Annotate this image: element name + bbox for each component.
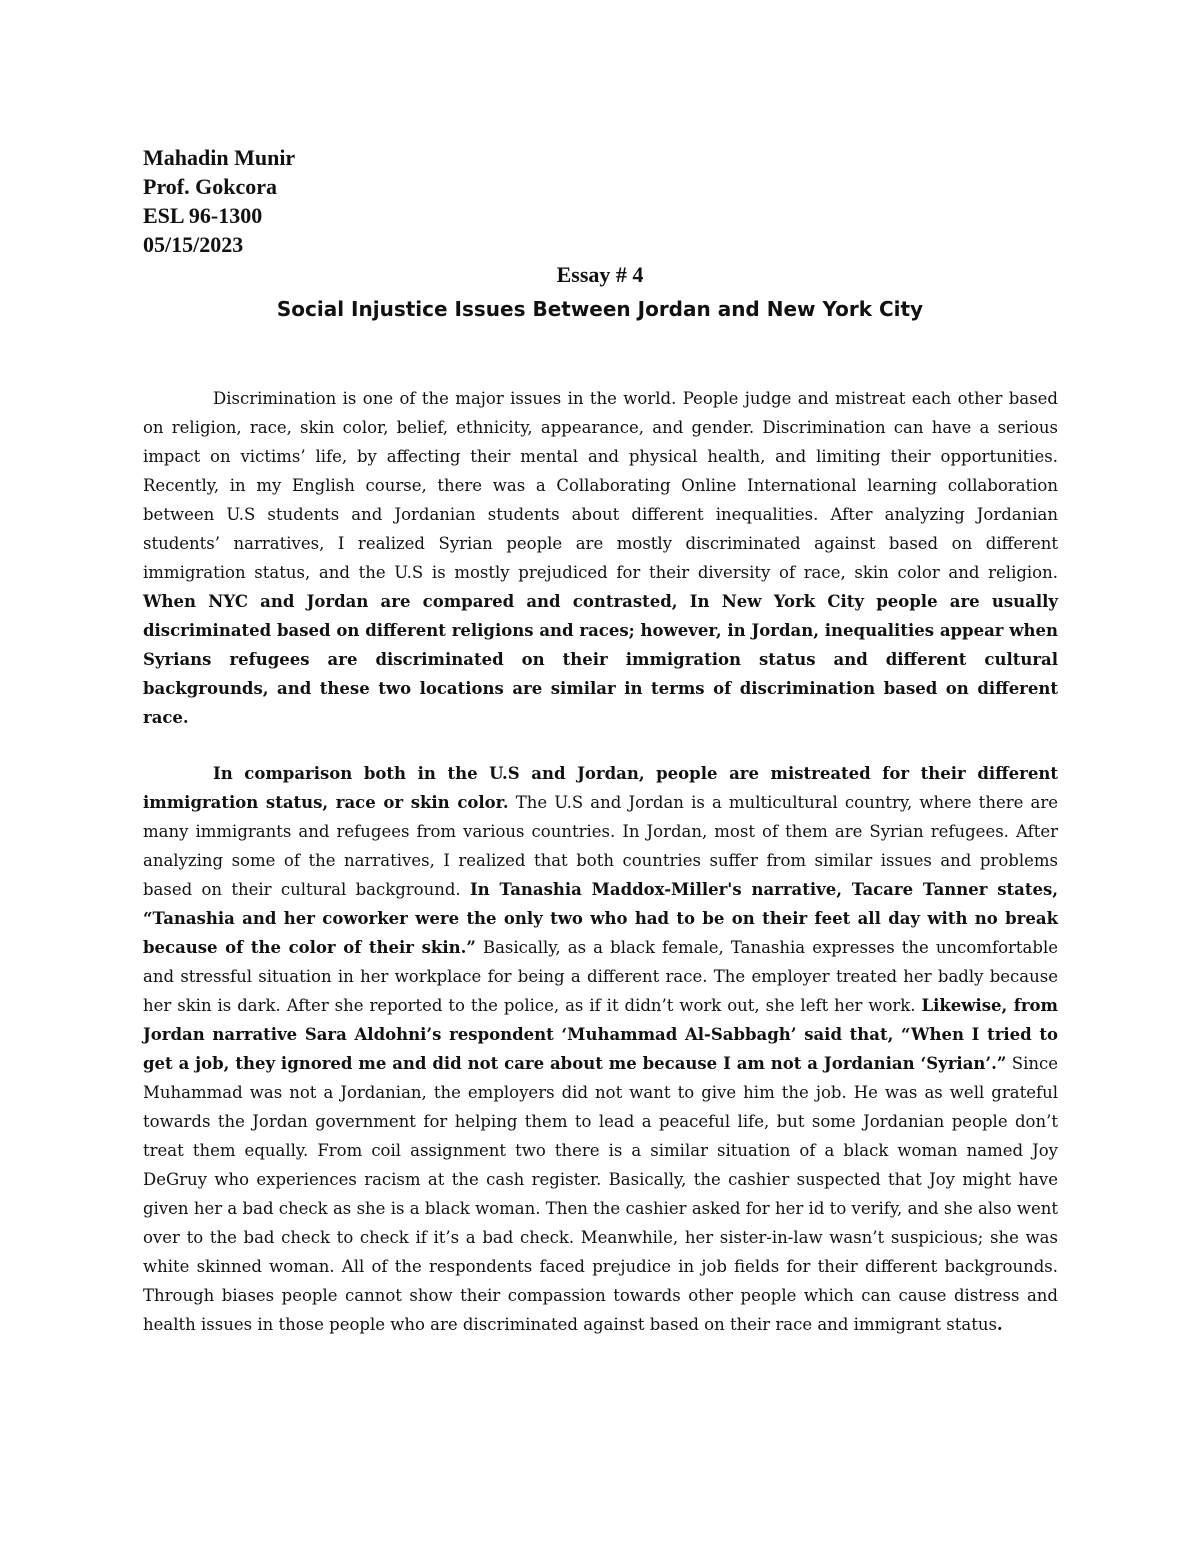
topic-sentence: In comparison both in the U.S and Jordan, people are mistreated for their different immigration status, race or skin color. (143, 764, 1058, 812)
body-text-3: Since Muhammad was not a Jordanian, the employers did not want to give him the job. He was as well grateful towards the Jordan government for helping them to lead a peaceful life, but some Jordanian people don’t treat them equally. From coil assignment two there is a similar situation of a black woman named Joy DeGruy who experiences racism at the cash register. Basically, the cashier suspected that Joy might have given her a bad check as she is a black woman. Then the cashier asked for her id to verify, and she also went over to the bad check to check if it’s a bad check. Meanwhile, her sister-in-law wasn’t suspicious; she was white skinned woman. All of the respondents faced prejudice in job fields for their different backgrounds. Through biases people cannot show their compassion towards other people which can cause distress and health issues in those people who are discriminated against based on their race and immigrant status (143, 1054, 1058, 1334)
paragraph-comparison (143, 759, 1058, 1339)
essay-number: Essay # 4 (556, 262, 644, 287)
thesis-statement: When NYC and Jordan are compared and contrasted, In New York City people are usually discriminated based on different religions and races; however, in Jordan, inequalities appear when Syrians refugees are discriminated on their immigration status and different cultural backgrounds, and these two locations are similar in terms of discrimination based on different race. (143, 592, 1058, 727)
final-period: . (996, 1315, 1003, 1334)
body-text-1: The U.S and Jordan is a multicultural country, where there are many immigrants and refugees from various countries. In Jordan, most of them are Syrian refugees. After analyzing some of the narratives, I realized that both countries suffer from similar issues and problems based on their cultural background. (143, 793, 1058, 899)
body-text-2: Basically, as a black female, Tanashia expresses the uncomfortable and stressful situation in her workplace for being a different race. The employer treated her badly because her skin is dark. After she reported to the police, as if it didn’t work out, she left her work. (143, 938, 1058, 1015)
author-name: Mahadin Munir (143, 145, 296, 170)
essay-date: 05/15/2023 (143, 232, 244, 257)
paragraph-intro (143, 384, 1058, 732)
course-code: ESL 96-1300 (143, 203, 263, 228)
header-block (143, 143, 295, 259)
quote-tanashia: In Tanashia Maddox-Miller's narrative, Tacare Tanner states, “Tanashia and her coworker were the only two who had to be on their feet all day with no break because of the color of their skin.” (143, 880, 1059, 957)
quote-muhammad: Likewise, from Jordan narrative Sara Aldohni’s respondent ‘Muhammad Al-Sabbagh’ said that, “When I tried to get a job, they ignored me and did not care about me because I am not a Jordanian ‘Syrian’.” (143, 996, 1058, 1073)
professor-name: Prof. Gokcora (143, 174, 278, 199)
intro-text: Discrimination is one of the major issues in the world. People judge and mistreat each other based on religion, race, skin color, belief, ethnicity, appearance, and gender. Discrimination can have a serious impact on victims’ life, by affecting their mental and physical health, and limiting their opportunities. Recently, in my English course, there was a Collaborating Online International learning collaboration between U.S students and Jordanian students about different inequalities. After analyzing Jordanian students’ narratives, I realized Syrian people are mostly discriminated against based on different immigration status, and the U.S is mostly prejudiced for their diversity of race, skin color and religion. (143, 389, 1058, 582)
essay-title: Social Injustice Issues Between Jordan and New York City (276, 297, 924, 321)
